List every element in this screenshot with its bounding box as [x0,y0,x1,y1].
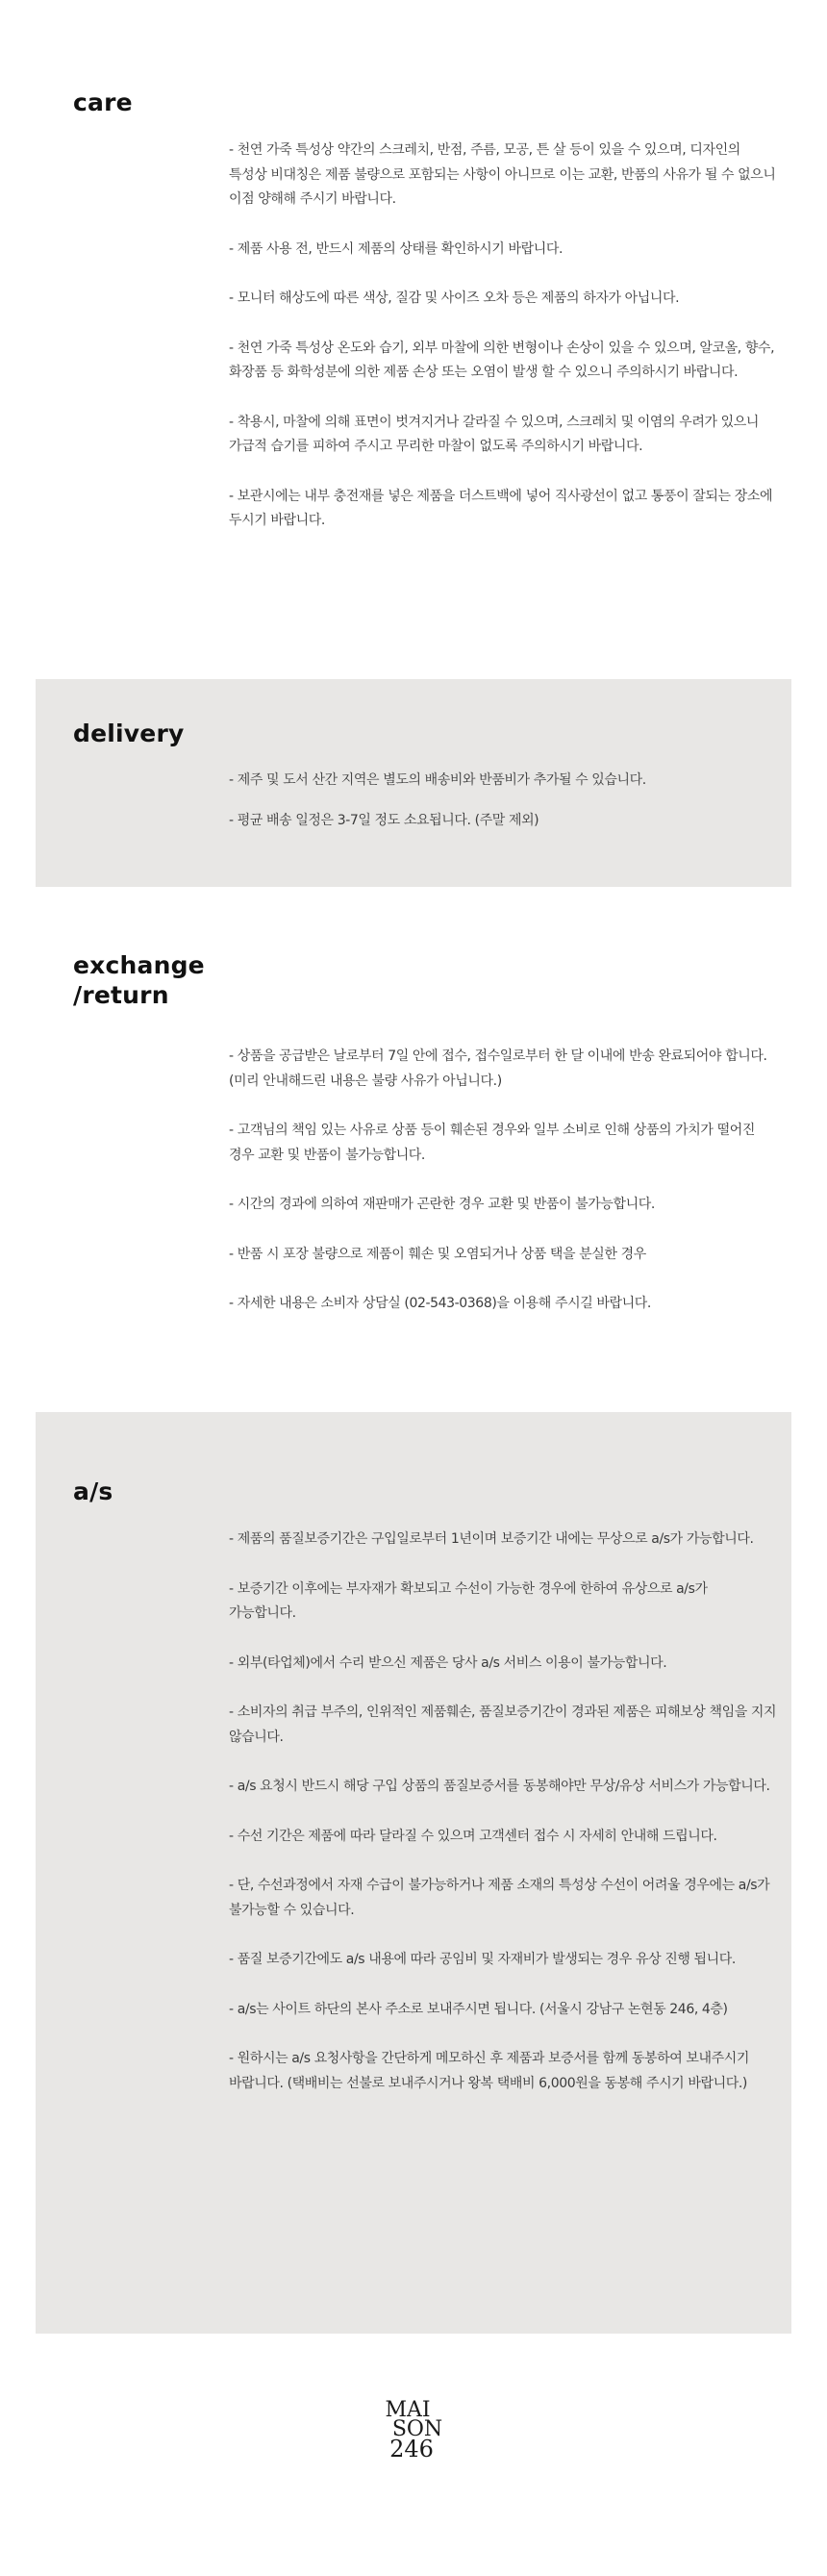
list-item: - 평균 배송 일정은 3-7일 정도 소요됩니다. (주말 제외) [229,812,539,828]
list-item: - 원하시는 a/s 요청사항을 간단하게 메모하신 후 제품과 보증서를 함께 동봉하여 보내주시기 바랍니다. (택배비는 선불로 보내주시거나 왕복 택배비 6,000원을 동봉해 주시기 바랍니다.) [229,2051,750,2091]
care-heading: care [73,88,133,116]
exchange-return-heading: exchange /return [73,951,205,1009]
list-item: - 고객님의 책임 있는 사유로 상품 등이 훼손된 경우와 일부 소비로 인해 상품의 가치가 떨어진 경우 교환 및 반품이 불가능합니다. [229,1123,755,1163]
list-item: - 단, 수선과정에서 자재 수급이 불가능하거나 제품 소재의 특성상 수선이 어려울 경우에는 a/s가 불가능할 수 있습니다. [229,1878,770,1918]
logo-line-1: MAI [385,2398,431,2422]
exchange-return-list [229,1045,777,1317]
list-item: - 상품을 공급받은 날로부터 7일 안에 접수, 접수일로부터 한 달 이내에 반송 완료되어야 합니다. (미리 안내해드린 내용은 불량 사유가 아닙니다.) [229,1048,767,1089]
delivery-heading: delivery [73,720,185,747]
list-item: - 제주 및 도서 산간 지역은 별도의 배송비와 반품비가 추가될 수 있습니다. [229,772,646,788]
list-item: - 시간의 경과에 의하여 재판매가 곤란한 경우 교환 및 반품이 불가능합니다. [229,1197,655,1212]
exchange-return-section [36,902,791,1412]
list-item: - a/s는 사이트 하단의 본사 주소로 보내주시면 됩니다. (서울시 강남구 논현동 246, 4층) [229,2001,728,2017]
list-item: - 제품 사용 전, 반드시 제품의 상태를 확인하시기 바랍니다. [229,240,564,257]
list-item: - 보관시에는 내부 충전재를 넣은 제품을 더스트백에 넣어 직사광선이 없고 통풍이 잘되는 장소에 두시기 바랍니다. [229,488,773,528]
list-item: - 품질 보증기간에도 a/s 내용에 따라 공임비 및 자재비가 발생되는 경우 유상 진행 됩니다. [229,1952,736,1967]
as-section [36,1412,791,2334]
list-item: - 제품의 품질보증기간은 구입일로부터 1년이며 보증기간 내에는 무상으로 a/s가 가능합니다. [229,1531,754,1547]
list-item: - 모니터 해상도에 따른 색상, 질감 및 사이즈 오차 등은 제품의 하자가 아닙니다. [229,290,680,306]
list-item: - 천연 가죽 특성상 약간의 스크레치, 반점, 주름, 모공, 튼 살 등이 있을 수 있으며, 디자인의 특성상 비대칭은 제품 불량으로 포함되는 사항이 아니므로 이는 교환, 반품의 사유가 될 수 없으니 이점 양해해 주시기 바랍니다. [229,142,776,207]
delivery-section [36,679,791,887]
logo-line-2: SON [391,2417,443,2441]
care-section [36,0,791,664]
maison-246-logo [375,2398,452,2478]
list-item: - 자세한 내용은 소비자 상담실 (02-543-0368)을 이용해 주시길 바랍니다. [229,1296,651,1311]
logo-line-3: 246 [389,2436,434,2462]
care-list [229,139,777,534]
list-item: - 외부(타업체)에서 수리 받으신 제품은 당사 a/s 서비스 이용이 불가능합니다. [229,1654,667,1671]
list-item: - 착용시, 마찰에 의해 표면이 벗겨지거나 갈라질 수 있으며, 스크레치 및 이염의 우려가 있으니 가급적 습기를 피하여 주시고 무리한 마찰이 없도록 주의하시기 바랍니다. [229,414,759,454]
delivery-list [229,769,777,833]
as-list [229,1528,777,2096]
list-item: - 소비자의 취급 부주의, 인위적인 제품훼손, 품질보증기간이 경과된 제품은 피해보상 책임을 지지 않습니다. [229,1705,777,1745]
as-heading: a/s [73,1477,113,1505]
list-item: - 천연 가죽 특성상 온도와 습기, 외부 마찰에 의한 변형이나 손상이 있을 수 있으며, 알코올, 향수, 화장품 등 화학성분에 의한 제품 손상 또는 오염이 발생 할 수 있으니 주의하시기 바랍니다. [229,340,775,380]
list-item: - a/s 요청시 반드시 해당 구입 상품의 품질보증서를 동봉해야만 무상/유상 서비스가 가능합니다. [229,1779,770,1794]
list-item: - 보증기간 이후에는 부자재가 확보되고 수선이 가능한 경우에 한하여 유상으로 a/s가 가능합니다. [229,1580,708,1621]
list-item: - 반품 시 포장 불량으로 제품이 훼손 및 오염되거나 상품 택을 분실한 경우 [229,1246,646,1262]
list-item: - 수선 기간은 제품에 따라 달라질 수 있으며 고객센터 접수 시 자세히 안내해 드립니다. [229,1828,717,1844]
